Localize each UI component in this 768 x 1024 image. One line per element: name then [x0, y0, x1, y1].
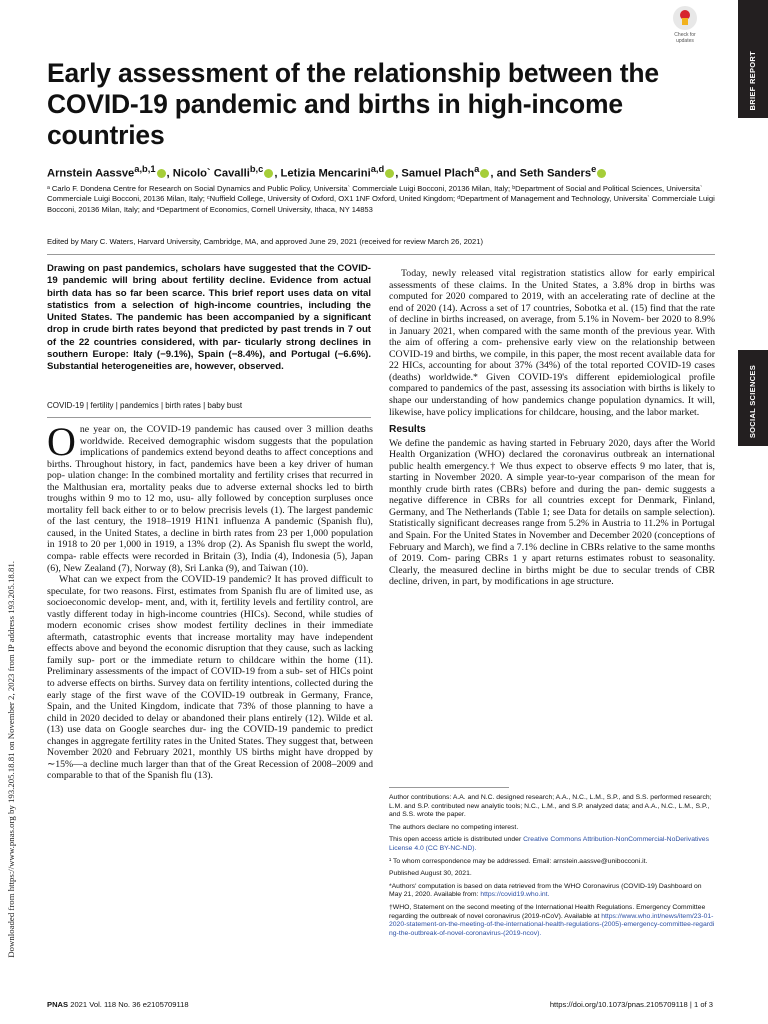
author-affiliation-marker: a,b,1 — [134, 164, 156, 174]
footnote-dagger: †WHO, Statement on the second meeting of the International Health Regulations. Emergency Committee regarding the outbreak of novel coronavirus (2019-nCoV). Available at https://www.who.int/news/item/23-01-2020-statement-on-the-meeting-of-the-international-health-regulations-(2005)-emergency-committee-regarding-the-outbreak-of-novel-coronavirus-(2019-ncov). — [389, 903, 715, 937]
download-watermark — [6, 258, 20, 958]
correspondence-note: ¹ To whom correspondence may be addressed. Email: arnstein.aassve@unibocconi.it. — [389, 857, 648, 865]
body-column-left — [47, 419, 373, 782]
license-note: This open access article is distributed under Creative Commons Attribution-NonCommercial-NoDerivatives License 4.0 (CC BY-NC-ND). — [389, 836, 709, 852]
author-list: Arnstein Aassve$^{a,b,1}$ , Nicolo` Cavalli$^{b,c}$ , Letizia Mencarini$^{a,d}$ , Samuel Plach$^a$ , and Seth Sanders$^e$ — [47, 164, 687, 180]
divider — [47, 417, 371, 418]
who-dashboard-link[interactable]: https://covid19.who.int. — [480, 891, 550, 899]
doi-link[interactable]: https://doi.org/10.1073/pnas.2105709118 — [549, 1000, 688, 1009]
body-column-right — [389, 268, 715, 588]
author-contributions: Author contributions: A.A. and N.C. designed research; A.A., N.C., L.M., S.P., and S.S. performed research; L.M. and S.P. contributed new analytic tools; N.C., L.M., and S.P. analyzed data; and A.A., N.C., L.M., S.P., and S.S. wrote the paper. — [389, 794, 712, 819]
orcid-icon[interactable] — [480, 169, 489, 178]
check-for-updates-badge[interactable] — [668, 6, 702, 52]
article-title: Early assessment of the relationship between the COVID-19 pandemic and births in high-income countries — [47, 58, 659, 150]
published-date: Published August 30, 2021. — [389, 870, 472, 878]
footnote-star: *Authors' computation is based on data retrieved from the WHO Coronavirus (COVID-19) Dashboard on May 21, 2020. Available from: https://covid19.who.int. — [389, 882, 702, 899]
footer-separator: | — [689, 1000, 692, 1009]
who-statement-link[interactable]: https://www.who.int/news/item/23-01-2020-statement-on-the-meeting-of-the-international-health-regulations-(2005)-emergency-committee-regarding-the-outbreak-of-novel-coronavirus-(2019-ncov). — [389, 912, 715, 937]
body-paragraph: Today, newly released vital registration statistics allow for early empirical assessments of these claims. In the United States, a 3.8% drop in births was computed for 2020 compared to 2019, with an accelerating rate of decline at the end of 2020 (14). Across a set of 17 countries, Sobotka et al. (15) find that the rate of decline in births increased, on average, from 5.1% in Novem- ber 2020 to 8.9% in January 2021, when compared with the same month of the previous year. With the aim of offering a com- prehensive early view on the relationship between COVID-19 and births, we compile, in this paper, the most recent available data for 22 HICs, accounting for about 37% (34%) of the total reported COVID-19 cases (deaths) worldwide.* Given COVID-19's different epidemiological profile compared to pandemics of the past, assessing its association with births is likely to shape our understanding of how pandemics change population dynamics. It will, likewise, have policy implications for childcare, housing, and the labor market. — [389, 268, 715, 418]
drop-cap: O — [47, 419, 76, 464]
section-heading-results: Results — [389, 424, 426, 436]
orcid-icon[interactable] — [385, 169, 394, 178]
author-name[interactable]: Seth Sanders — [519, 167, 592, 180]
body-paragraph: One year on, the COVID-19 pandemic has caused over 3 million deaths worldwide. Received demographic wisdom suggests that the population implications of pandemics extend beyond deaths to affect conceptions and births. Throughout history, in fact, pandemics have been a key driver of human pop- ulation change: In the combined mortality and fertility crises that recurred in the Malthusian era, mortality peaks due to adverse external shocks led to birth troughs within 9 mo to 12 mo, usu- ally followed by conception surpluses once mortality fell back either to or to below precrisis levels (1). The largest pandemic of the last century, the 1918–1919 H1N1 influenza A pandemic (Spanish flu), caused, in the United States, a decline in birth rates from 23 per 1,000 population in 1918 to 20 per 1,000 in 1919, a 13% drop (2). As Spanish flu swept the world, compa- rable effects were recorded in Britain (3), India (4), Indonesia (5), Japan (6), New Zealand (7), Norway (8), Sri Lanka (9), and Taiwan (10). — [47, 419, 373, 574]
edited-by-line: Edited by Mary C. Waters, Harvard University, Cambridge, MA, and approved June 29, 2021 (received for review March 26, 2021) — [47, 237, 483, 246]
competing-interest: The authors declare no competing interest. — [389, 823, 519, 831]
divider — [389, 787, 509, 788]
author-affiliation-marker: e — [591, 164, 597, 174]
divider — [47, 254, 715, 255]
body-paragraph: We define the pandemic as having started in February 2020, days after the World Health Organization (WHO) declared the coronavirus outbreak an international public health emergency.† We thus expect to observe effects 9 mo later, that is, starting in November 2020. A simple year-to-year comparison of the mean for monthly crude birth rates (CBRs) before and during the pan- demic suggests a negative difference in CBRs for all countries except for Denmark, Finland, Germany, and The Netherlands (Table 1; see Data for details on sample selection). Statistically significant decreases range from 5.2% in Austria to 11.2% in Portugal and Spain. For the United States in November and December 2020 (conceptions of February and March), we find a 7.1% decline in CBRs relative to the same months of 2019. Com- paring CBRs 1 y apart returns estimates robust to seasonality. Clearly, the measured decline in births might be due to secular trends of CBR decline, driven, in part, by modifications in age structure. — [389, 437, 715, 588]
section-tab-social-sciences — [738, 350, 768, 446]
orcid-icon[interactable] — [264, 169, 273, 178]
crossmark-icon — [673, 6, 697, 30]
section-tab-label: BRIEF REPORT — [748, 50, 757, 110]
orcid-icon[interactable] — [157, 169, 166, 178]
license-link[interactable]: Creative Commons Attribution-NonCommercial-NoDerivatives License 4.0 (CC BY-NC-ND). — [389, 836, 709, 852]
footer-doi-page — [550, 1000, 713, 1009]
check-for-updates-label: Check for updates — [674, 32, 696, 44]
orcid-icon[interactable] — [597, 169, 606, 178]
page-number: 1 of 3 — [694, 1000, 713, 1009]
keywords: COVID-19 | fertility | pandemics | birth rates | baby bust — [47, 401, 243, 410]
author-name[interactable]: Letizia Mencarini — [280, 167, 371, 180]
section-tab-brief-report — [738, 0, 768, 118]
author-affiliation-marker: a,d — [370, 164, 385, 174]
citation-text: 2021 Vol. 118 No. 36 e2105709118 — [68, 1000, 189, 1009]
body-paragraph: What can we expect from the COVID-19 pandemic? It has proved difficult to speculate, for two reasons. First, estimates from Spanish flu are of limited use, as socioeconomic develop- ment, and, with it, fertility levels and fertility control, are vastly different today in high-income countries (HICs). Second, while studies of modern economic crises show modest fertility declines in their immediate aftermath, catastrophic events that increase mortality may have independent effects above and beyond the economic disruption that they cause, such as lacking family sup- port or the immediate return to childcare within the home (11). Preliminary assessments of the impact of COVID-19 from a sub- set of HICs point to adverse effects on births. Survey data on fertility intentions, collected during the early stage of the first wave of the COVID-19 outbreak in Germany, France, Spain, and the United Kingdom, indicate that 73% of those planning to have a child in 2020 decided to delay or abandoned their plans entirely (12). Wilde et al. (13) use data on Google searches dur- ing the COVID-19 pandemic to predict changes in aggregate fertility rates in the United States. They suggest that, between November 2020 and February 2021, monthly US births might have dropped by ∼15%—a decline much larger than that of the Great Recession of 2008–2009 and comparable to that of the Spanish flu (13). — [47, 574, 373, 782]
section-tab-label: SOCIAL SCIENCES — [748, 364, 757, 438]
abstract: Drawing on past pandemics, scholars have suggested that the COVID-19 pandemic will bring about fertility decline. Evidence from actual birth data has so far been scarce. This brief report uses data on vital statistics from a selection of high-income countries, including the United States. The pandemic has been accompanied by a significant drop in crude birth rates beyond that predicted by past trends in 7 out of the 22 countries considered, with par- ticularly strong declines in southern Europe: Italy (−9.1%), Spain (−8.4%), and Portugal (−6.6%). Substantial heterogeneities are, however, observed. — [47, 263, 371, 373]
article-notes — [389, 794, 715, 942]
journal-name: PNAS — [47, 1000, 69, 1009]
author-name[interactable]: Arnstein Aassve — [47, 167, 135, 180]
author-name[interactable]: Samuel Plach — [401, 167, 475, 180]
download-watermark-text: Downloaded from https://www.pnas.org by 193.205.18.81 on November 2, 2023 from IP address 193.205.18.81. — [6, 561, 16, 958]
footer-citation — [47, 1000, 189, 1009]
author-affiliation-marker: b,c — [249, 164, 264, 174]
author-affiliation-marker: a — [474, 164, 480, 174]
author-name[interactable]: Nicolo` Cavalli — [172, 167, 250, 180]
affiliations: ᵃ Carlo F. Dondena Centre for Research on Social Dynamics and Public Policy, Universita` Commerciale Luigi Bocconi, 20136 Milan, Italy; ᵇDepartment of Social and Political Sciences, Universita` Commerciale Luigi Bocconi, 20136 Milan, Italy; ᶜNuffield College, University of Oxford, OX1 1NF Oxford, United Kingdom; ᵈDepartment of Management and Technology, Universita` Commerciale Luigi Bocconi, 20136 Milan, Italy; and ᵉDepartment of Economics, Cornell University, Ithaca, NY 14853 — [47, 184, 715, 214]
